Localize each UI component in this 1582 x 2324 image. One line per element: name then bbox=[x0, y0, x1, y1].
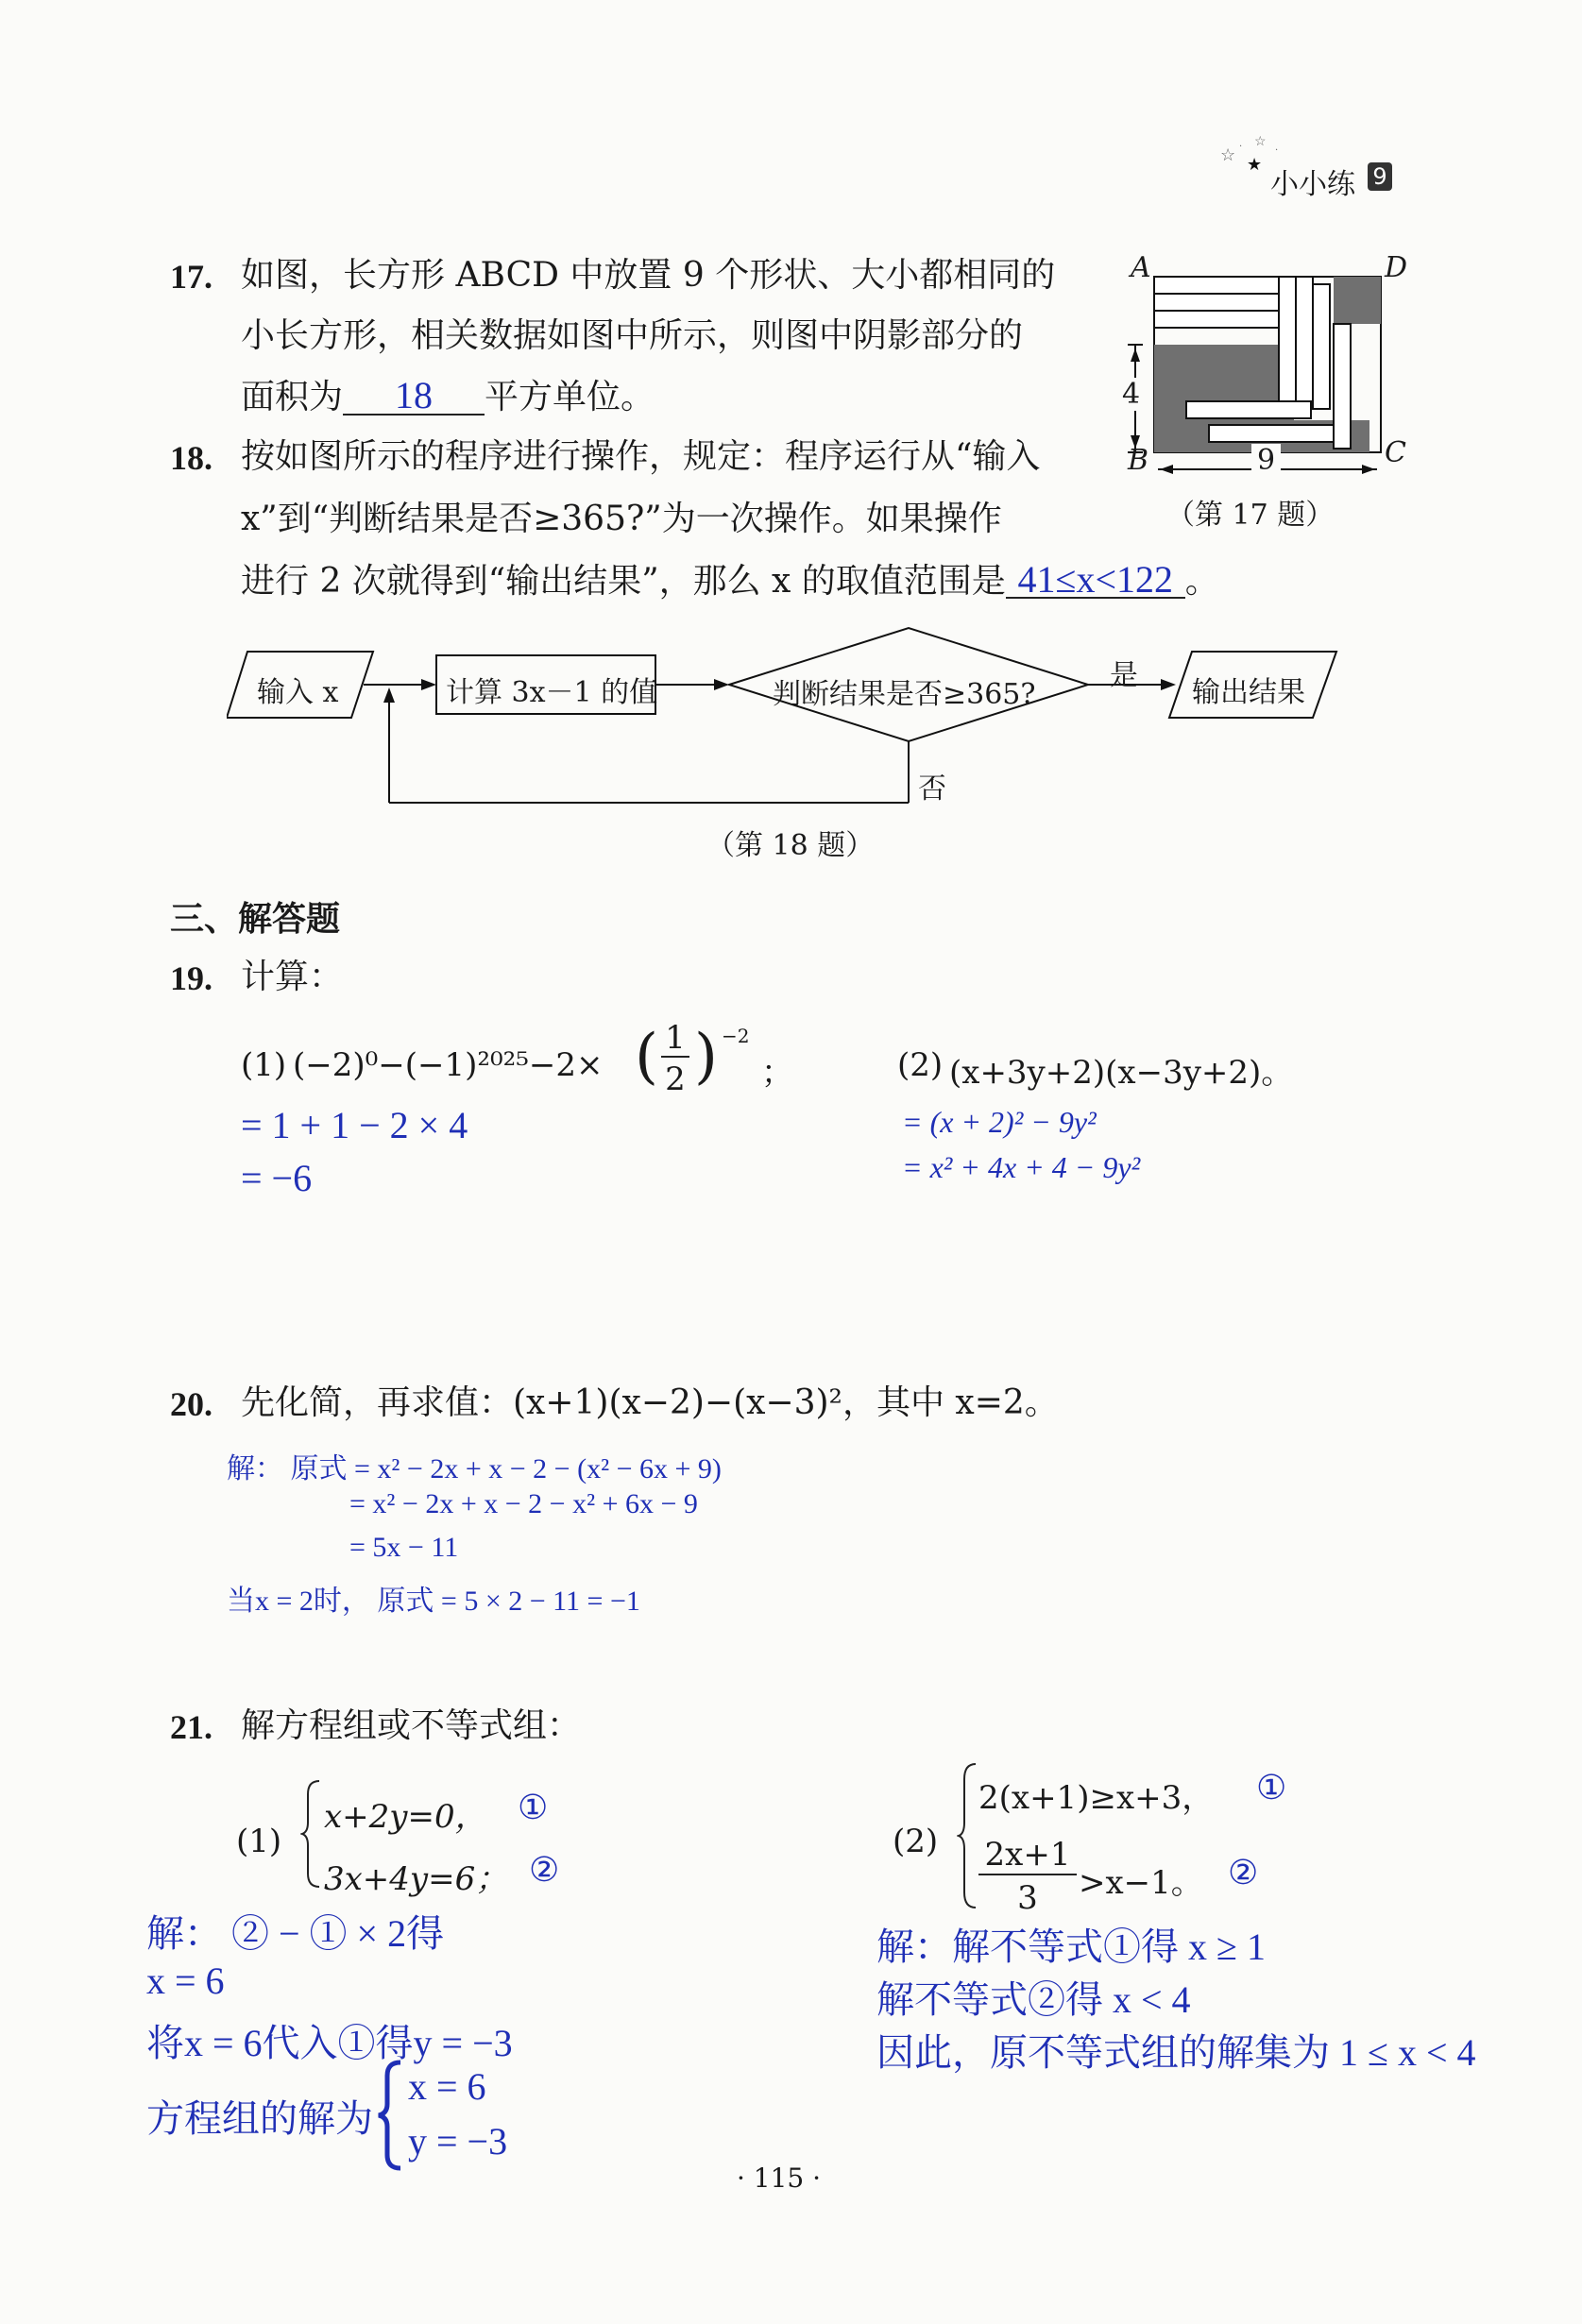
q18-line1: 按如图所示的程序进行操作，规定：程序运行从“输入 bbox=[241, 437, 1041, 476]
q17-label-c: C bbox=[1385, 436, 1406, 469]
flow-compute: 计算 3x－1 的值 bbox=[446, 676, 658, 709]
q17-width-label: 9 bbox=[1251, 444, 1281, 477]
section-title: 三、解答题 bbox=[170, 900, 341, 939]
q21-p1-eq1: x+2y=0， bbox=[324, 1798, 487, 1836]
q18-line2: x”到“判断结果是否≥365?”为一次操作。如果操作 bbox=[241, 500, 1002, 538]
q18-caption: （第 18 题） bbox=[706, 829, 875, 862]
q21-p1-mark1: ① bbox=[518, 1789, 549, 1826]
q19-p1-expr: (−2)⁰−(−1)²⁰²⁵−2× bbox=[293, 1046, 604, 1084]
q18-number: 18. bbox=[170, 439, 213, 477]
q18-flowchart bbox=[227, 623, 1360, 816]
q21-p2-sol1: 解：解不等式①得 x ≥ 1 bbox=[876, 1925, 1266, 1968]
q20-sol4: 当x = 2时， 原式 = 5 × 2 − 11 = −1 bbox=[227, 1586, 640, 1617]
q19-p2-sol1: = (x + 2)² − 9y² bbox=[902, 1105, 1097, 1139]
q21-p2-mark1: ① bbox=[1256, 1769, 1287, 1807]
svg-text:☆: ☆ bbox=[1254, 134, 1267, 149]
q20-sol1: 解： 原式 = x² − 2x + x − 2 − (x² − 6x + 9) bbox=[227, 1453, 722, 1484]
q19-p2-expr: (x+3y+2)(x−3y+2)。 bbox=[949, 1054, 1294, 1092]
svg-text:·: · bbox=[1275, 145, 1279, 156]
q17-label-b: B bbox=[1128, 444, 1149, 477]
q21-p2-brace bbox=[957, 1760, 979, 1915]
q19-p2-label: (2) bbox=[897, 1046, 944, 1084]
q19-p1-label: (1) bbox=[241, 1046, 287, 1084]
q18-line3-pre: 进行 2 次就得到“输出结果”，那么 x 的取值范围是 bbox=[241, 562, 1006, 601]
q17-line1: 如图，长方形 ABCD 中放置 9 个形状、大小都相同的 bbox=[241, 256, 1056, 295]
q20-prompt: 先化简，再求值：(x+1)(x−2)−(x−3)²，其中 x=2。 bbox=[241, 1383, 1059, 1422]
q21-p1-sol3: 将x = 6代入①得y = −3 bbox=[146, 2022, 513, 2064]
q21-p2-sol3: 因此，原不等式组的解集为 1 ≤ x < 4 bbox=[876, 2031, 1476, 2074]
q17-label-a: A bbox=[1131, 251, 1151, 284]
q17-label-d: D bbox=[1385, 251, 1408, 284]
flow-no: 否 bbox=[918, 772, 946, 806]
q21-p1-sol-brace bbox=[376, 2059, 404, 2176]
q21-p2-sol2: 解不等式②得 x < 4 bbox=[876, 1978, 1191, 2021]
q19-p1-rparen: ) bbox=[694, 1022, 718, 1092]
q18-line3-post: 。 bbox=[1184, 562, 1219, 601]
q17-answer: 18 bbox=[343, 378, 485, 416]
q21-p2-frac-num: 2x+1 bbox=[978, 1836, 1077, 1875]
q21-p1-brace bbox=[300, 1777, 323, 1894]
q18-line3 bbox=[241, 558, 1219, 601]
q21-p1-sol4-pre: 方程组的解为 bbox=[146, 2097, 373, 2140]
flow-decision: 判断结果是否≥365? bbox=[773, 678, 1036, 711]
q17-height-label: 4 bbox=[1122, 378, 1141, 411]
section-number-badge: 9 bbox=[1368, 162, 1392, 191]
q21-p2-label: (2) bbox=[893, 1823, 939, 1860]
q21-p1-sol4-b: y = −3 bbox=[408, 2120, 508, 2163]
q17-line2: 小长方形，相关数据如图中所示，则图中阴影部分的 bbox=[241, 316, 1024, 355]
flow-yes: 是 bbox=[1110, 659, 1138, 692]
q21-p1-sol2: x = 6 bbox=[146, 1959, 225, 2002]
q19-number: 19. bbox=[170, 959, 213, 997]
q19-p2-sol2: = x² + 4x + 4 − 9y² bbox=[902, 1150, 1141, 1184]
q19-p1-lparen: ( bbox=[635, 1022, 658, 1092]
svg-text:★: ★ bbox=[1247, 155, 1263, 175]
q19-p1-frac-num: 1 bbox=[661, 1020, 689, 1058]
q19-p1-frac-den: 2 bbox=[665, 1060, 686, 1098]
q20-sol3: = 5x − 11 bbox=[349, 1532, 459, 1563]
q21-p1-eq2: 3x+4y=6； bbox=[324, 1860, 508, 1898]
q17-line3 bbox=[241, 374, 655, 416]
page-number: · 115 · bbox=[737, 2163, 822, 2194]
q19-prompt: 计算： bbox=[241, 958, 344, 996]
flow-output: 输出结果 bbox=[1192, 676, 1305, 709]
svg-text:·: · bbox=[1239, 142, 1243, 152]
q20-sol2: = x² − 2x + x − 2 − x² + 6x − 9 bbox=[349, 1488, 698, 1519]
q21-p2-ineq2-tail: >x−1。 bbox=[1079, 1864, 1203, 1902]
q19-p1-sol2: = −6 bbox=[241, 1157, 313, 1199]
q19-p1-end: ； bbox=[761, 1054, 793, 1092]
q19-p1-sol1: = 1 + 1 − 2 × 4 bbox=[241, 1104, 468, 1146]
flow-input: 输入 x bbox=[257, 676, 339, 709]
q21-prompt: 解方程组或不等式组： bbox=[241, 1706, 582, 1745]
q20-number: 20. bbox=[170, 1385, 213, 1423]
q21-p2-mark2: ② bbox=[1228, 1854, 1259, 1891]
q21-p1-sol1: 解： ② − ① × 2得 bbox=[146, 1912, 445, 1955]
section-label: 小小练 bbox=[1270, 168, 1355, 201]
q21-p2-frac-den: 3 bbox=[1017, 1879, 1038, 1917]
q21-p1-label: (1) bbox=[236, 1823, 282, 1860]
q17-caption: （第 17 题） bbox=[1166, 499, 1335, 532]
q19-p1-exp: −2 bbox=[722, 1025, 750, 1047]
svg-text:☆: ☆ bbox=[1220, 145, 1236, 165]
q21-number: 21. bbox=[170, 1708, 213, 1746]
q21-p2-ineq1: 2(x+1)≥x+3， bbox=[978, 1779, 1215, 1817]
q17-line3-post: 平方单位。 bbox=[485, 378, 655, 416]
q18-answer: 41≤x<122 bbox=[1006, 563, 1185, 599]
q17-line3-pre: 面积为 bbox=[241, 378, 344, 416]
q21-p1-mark2: ② bbox=[529, 1851, 560, 1889]
q21-p1-sol4-a: x = 6 bbox=[408, 2065, 486, 2108]
q17-number: 17. bbox=[170, 258, 213, 296]
